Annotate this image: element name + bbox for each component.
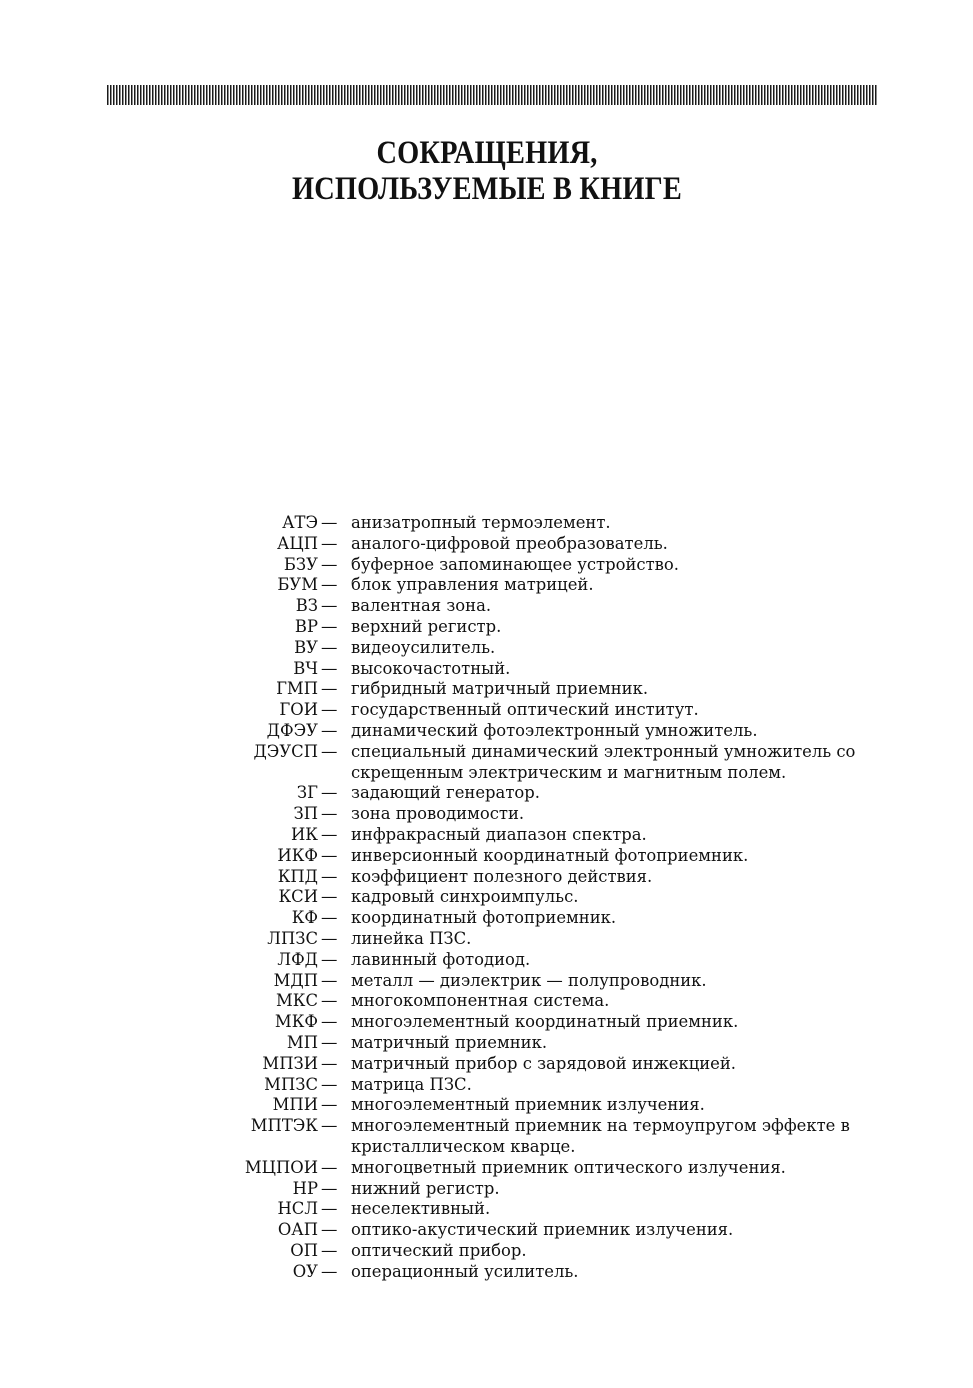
- abbreviation-dash: —: [321, 1012, 338, 1032]
- abbreviation-dash: —: [321, 1199, 338, 1219]
- abbreviation-dash: —: [321, 845, 338, 865]
- abbreviation-definition: металл — диэлектрик — полупроводник.: [351, 970, 707, 990]
- abbreviation-row: [0, 783, 973, 804]
- page-title-line-2: ИСПОЛЬЗУЕМЫЕ В КНИГЕ: [291, 171, 682, 207]
- page-title-line-1: СОКРАЩЕНИЯ,: [376, 135, 598, 171]
- abbreviation-dash: —: [321, 741, 338, 761]
- abbreviation-term: ИКФ: [277, 845, 318, 865]
- header-rule: [107, 85, 877, 105]
- abbreviation-row: [0, 1095, 973, 1116]
- abbreviation-dash: —: [321, 533, 338, 553]
- abbreviation-dash: —: [321, 804, 338, 824]
- abbreviation-dash: —: [321, 824, 338, 844]
- abbreviation-term: НСЛ: [277, 1199, 318, 1219]
- abbreviation-row: [0, 721, 973, 742]
- abbreviation-definition: инверсионный координатный фотоприемник.: [351, 845, 749, 865]
- abbreviation-dash: —: [321, 1074, 338, 1094]
- abbreviation-row: [0, 1054, 973, 1075]
- abbreviation-definition-line-1: специальный динамический электронный умножитель со: [351, 741, 856, 761]
- abbreviation-term: МПТЭК: [250, 1116, 318, 1136]
- abbreviation-row: [0, 1262, 973, 1283]
- abbreviation-dash: —: [321, 783, 338, 803]
- abbreviation-term: ВУ: [294, 637, 318, 657]
- abbreviation-definition: инфракрасный диапазон спектра.: [351, 824, 647, 844]
- abbreviation-term: КСИ: [278, 887, 318, 907]
- abbreviation-row: [0, 825, 973, 846]
- abbreviation-definition: линейка ПЗС.: [351, 928, 472, 948]
- abbreviation-dash: —: [321, 1220, 338, 1240]
- abbreviation-definition: гибридный матричный приемник.: [351, 679, 649, 699]
- abbreviation-definition: нижний регистр.: [351, 1178, 500, 1198]
- abbreviation-row: [0, 534, 973, 555]
- abbreviation-definition: аналого-цифровой преобразователь.: [351, 533, 668, 553]
- abbreviation-definition: блок управления матрицей.: [351, 575, 594, 595]
- abbreviation-row: [0, 596, 973, 617]
- abbreviation-dash: —: [321, 1053, 338, 1073]
- abbreviation-definition: многокомпонентная система.: [351, 991, 610, 1011]
- abbreviation-row: [0, 846, 973, 867]
- abbreviation-row: [0, 638, 973, 659]
- abbreviation-row: [0, 575, 973, 596]
- abbreviation-row: [0, 513, 973, 534]
- abbreviation-definition: анизатропный термоэлемент.: [351, 513, 611, 532]
- abbreviation-row: [0, 1158, 973, 1179]
- abbreviation-definition: матрица ПЗС.: [351, 1074, 472, 1094]
- abbreviation-definition: лавинный фотодиод.: [351, 949, 531, 969]
- abbreviation-definition: [351, 742, 891, 784]
- abbreviation-dash: —: [321, 1240, 338, 1260]
- abbreviation-term: КПД: [277, 866, 318, 886]
- abbreviation-dash: —: [321, 596, 338, 616]
- abbreviation-dash: —: [321, 887, 338, 907]
- abbreviation-definition: операционный усилитель.: [351, 1261, 579, 1281]
- abbreviation-definition: многоцветный приемник оптического излучения.: [351, 1157, 786, 1177]
- abbreviation-row: [0, 971, 973, 992]
- abbreviation-dash: —: [321, 554, 338, 574]
- abbreviation-term: МКС: [275, 991, 318, 1011]
- abbreviation-term: ГМП: [276, 679, 318, 699]
- abbreviation-term: МПИ: [272, 1095, 318, 1115]
- abbreviation-dash: —: [321, 908, 338, 928]
- abbreviation-list: [0, 513, 973, 1282]
- abbreviation-dash: —: [321, 1261, 338, 1281]
- abbreviation-term: МПЗС: [264, 1074, 318, 1094]
- abbreviation-dash: —: [321, 637, 338, 657]
- abbreviation-definition: верхний регистр.: [351, 616, 502, 636]
- abbreviation-term: МП: [286, 1032, 318, 1052]
- abbreviation-row: [0, 908, 973, 929]
- abbreviation-dash: —: [321, 679, 338, 699]
- abbreviation-term: АЦП: [276, 533, 318, 553]
- abbreviation-row: [0, 1179, 973, 1200]
- abbreviation-term: КФ: [291, 908, 318, 928]
- abbreviation-term: ДЭУСП: [253, 741, 318, 761]
- abbreviation-definition-line-2: скрещенным электрическим и магнитным полем.: [351, 762, 787, 782]
- abbreviation-definition: [351, 1116, 891, 1158]
- abbreviation-dash: —: [321, 720, 338, 740]
- abbreviation-row: [0, 700, 973, 721]
- abbreviation-term: БЗУ: [283, 554, 318, 574]
- abbreviation-row: [0, 1220, 973, 1241]
- abbreviation-dash: —: [321, 1178, 338, 1198]
- abbreviation-row: [0, 1012, 973, 1033]
- abbreviation-dash: —: [321, 949, 338, 969]
- abbreviation-dash: —: [321, 700, 338, 720]
- abbreviation-definition: матричный приемник.: [351, 1032, 548, 1052]
- abbreviation-term: ОУ: [292, 1261, 318, 1281]
- abbreviation-term: МДП: [273, 970, 318, 990]
- abbreviation-definition: многоэлементный приемник излучения.: [351, 1095, 705, 1115]
- abbreviation-row: [0, 742, 973, 784]
- abbreviation-term: ИК: [291, 824, 318, 844]
- abbreviation-term: ГОИ: [279, 700, 318, 720]
- abbreviation-definition: буферное запоминающее устройство.: [351, 554, 679, 574]
- abbreviation-definition: неселективный.: [351, 1199, 491, 1219]
- abbreviation-row: [0, 1116, 973, 1158]
- abbreviation-term: ЛПЗС: [267, 928, 318, 948]
- abbreviation-dash: —: [321, 928, 338, 948]
- abbreviation-term: ЗГ: [296, 783, 318, 803]
- abbreviation-definition: высокочастотный.: [351, 658, 511, 678]
- abbreviation-row: [0, 1075, 973, 1096]
- abbreviation-dash: —: [321, 575, 338, 595]
- abbreviation-dash: —: [321, 1116, 338, 1136]
- abbreviation-row: [0, 1033, 973, 1054]
- abbreviation-row: [0, 991, 973, 1012]
- abbreviation-dash: —: [321, 1032, 338, 1052]
- abbreviation-dash: —: [321, 1157, 338, 1177]
- abbreviation-term: ДФЭУ: [266, 720, 318, 740]
- abbreviation-term: НР: [292, 1178, 318, 1198]
- abbreviation-definition: оптический прибор.: [351, 1240, 527, 1260]
- abbreviation-term: ЛФД: [277, 949, 318, 969]
- abbreviation-term: ЗП: [293, 804, 318, 824]
- abbreviation-term: МПЗИ: [262, 1053, 318, 1073]
- abbreviation-term: ВР: [294, 616, 318, 636]
- abbreviation-definition: видеоусилитель.: [351, 637, 496, 657]
- abbreviation-definition-line-1: многоэлементный приемник на термоупругом эффекте в: [351, 1116, 850, 1136]
- abbreviation-definition: зона проводимости.: [351, 804, 525, 824]
- abbreviation-dash: —: [321, 658, 338, 678]
- abbreviation-dash: —: [321, 866, 338, 886]
- abbreviation-row: [0, 804, 973, 825]
- abbreviation-definition: валентная зона.: [351, 596, 492, 616]
- abbreviation-dash: —: [321, 970, 338, 990]
- abbreviation-row: [0, 887, 973, 908]
- abbreviation-row: [0, 555, 973, 576]
- abbreviation-definition: задающий генератор.: [351, 783, 540, 803]
- abbreviation-term: ОП: [290, 1240, 318, 1260]
- abbreviation-dash: —: [321, 991, 338, 1011]
- abbreviation-term: ОАП: [277, 1220, 318, 1240]
- abbreviation-definition: координатный фотоприемник.: [351, 908, 617, 928]
- abbreviation-definition: коэффициент полезного действия.: [351, 866, 653, 886]
- abbreviation-dash: —: [321, 513, 338, 532]
- abbreviation-term: МКФ: [274, 1012, 318, 1032]
- abbreviation-definition: динамический фотоэлектронный умножитель.: [351, 720, 758, 740]
- abbreviation-definition: матричный прибор с зарядовой инжекцией.: [351, 1053, 737, 1073]
- abbreviation-dash: —: [321, 616, 338, 636]
- abbreviation-definition: многоэлементный координатный приемник.: [351, 1012, 739, 1032]
- abbreviation-row: [0, 617, 973, 638]
- abbreviation-term: БУМ: [277, 575, 318, 595]
- abbreviation-term: АТЭ: [282, 513, 318, 532]
- abbreviation-row: [0, 659, 973, 680]
- abbreviation-term: ВЗ: [295, 596, 318, 616]
- abbreviation-row: [0, 929, 973, 950]
- abbreviation-term: ВЧ: [293, 658, 318, 678]
- abbreviation-definition: государственный оптический институт.: [351, 700, 699, 720]
- abbreviation-row: [0, 950, 973, 971]
- abbreviation-row: [0, 679, 973, 700]
- abbreviation-definition: кадровый синхроимпульс.: [351, 887, 579, 907]
- abbreviation-row: [0, 1241, 973, 1262]
- abbreviation-row: [0, 1199, 973, 1220]
- abbreviation-row: [0, 867, 973, 888]
- abbreviation-definition-line-2: кристаллическом кварце.: [351, 1136, 576, 1156]
- abbreviation-dash: —: [321, 1095, 338, 1115]
- abbreviation-definition: оптико-акустический приемник излучения.: [351, 1220, 734, 1240]
- page-title: [69, 135, 906, 207]
- abbreviation-term: МЦПОИ: [244, 1157, 318, 1177]
